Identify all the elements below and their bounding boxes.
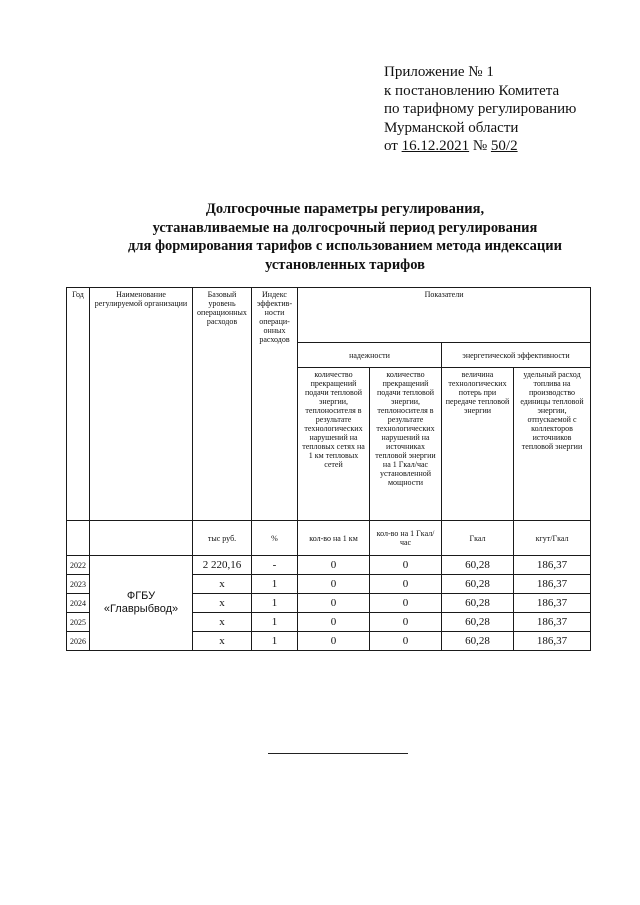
header-organization: Наименование регулируемой организации	[90, 288, 193, 521]
index-cell: 1	[252, 594, 298, 613]
organization-line: «Главрыбвод»	[103, 603, 179, 615]
title-line: установленных тарифов	[265, 256, 425, 273]
fuel-cell: 186,37	[514, 613, 591, 632]
organization-line: ФГБУ	[126, 590, 156, 602]
appendix-date-line	[384, 137, 576, 156]
resolution-date: 16.12.2021	[401, 138, 470, 155]
appendix-line: Приложение № 1	[384, 64, 494, 80]
parameters-table	[66, 287, 591, 651]
gcal-cell: 0	[370, 613, 442, 632]
losses-cell: 60,28	[442, 613, 514, 632]
km-cell: 0	[298, 613, 370, 632]
date-prefix: от	[384, 138, 398, 155]
km-cell: 0	[298, 556, 370, 575]
year-cell: 2022	[67, 556, 90, 575]
fuel-cell: 186,37	[514, 594, 591, 613]
losses-cell: 60,28	[442, 594, 514, 613]
index-cell: -	[252, 556, 298, 575]
unit-base: тыс руб.	[193, 521, 252, 556]
document-title	[90, 200, 600, 274]
organization-cell	[90, 556, 193, 651]
gcal-cell: 0	[370, 594, 442, 613]
unit-org-empty	[90, 521, 193, 556]
year-cell: 2024	[67, 594, 90, 613]
unit-losses: Гкал	[442, 521, 514, 556]
title-line: Долгосрочные параметры регулирования,	[205, 201, 485, 217]
closing-separator-line	[268, 753, 408, 754]
losses-cell: 60,28	[442, 632, 514, 651]
year-cell: 2025	[67, 613, 90, 632]
fuel-cell: 186,37	[514, 575, 591, 594]
appendix-line: к постановлению Комитета	[384, 82, 560, 99]
resolution-number: 50/2	[490, 138, 518, 155]
appendix-block	[384, 63, 576, 156]
appendix-line: Мурманской области	[384, 119, 519, 136]
table-row	[67, 556, 591, 575]
fuel-cell: 186,37	[514, 556, 591, 575]
unit-interruptions-km: кол-во на 1 км	[298, 521, 370, 556]
unit-interruptions-gcal: кол-во на 1 Гкал/час	[370, 521, 442, 556]
appendix-line: по тарифному регулированию	[384, 101, 577, 118]
units-row	[67, 521, 591, 556]
base-cell: 2 220,16	[193, 556, 252, 575]
header-base-level: Базовый уровень операционных расходов	[193, 288, 252, 521]
index-cell: 1	[252, 575, 298, 594]
year-cell: 2026	[67, 632, 90, 651]
fuel-cell: 186,37	[514, 632, 591, 651]
year-cell: 2023	[67, 575, 90, 594]
km-cell: 0	[298, 575, 370, 594]
unit-fuel: кгут/Гкал	[514, 521, 591, 556]
base-cell: x	[193, 632, 252, 651]
gcal-cell: 0	[370, 632, 442, 651]
losses-cell: 60,28	[442, 556, 514, 575]
base-cell: x	[193, 613, 252, 632]
header-year: Год	[67, 288, 90, 521]
base-cell: x	[193, 594, 252, 613]
gcal-cell: 0	[370, 575, 442, 594]
title-line: для формирования тарифов с использованием метода индексации	[128, 238, 562, 254]
title-line: устанавливаемые на долгосрочный период регулирования	[152, 219, 538, 236]
header-energy-efficiency: энергетической эффективности	[442, 343, 591, 368]
unit-index: %	[252, 521, 298, 556]
index-cell: 1	[252, 632, 298, 651]
header-losses: величина технологических потерь при передаче тепловой энергии	[442, 368, 514, 521]
km-cell: 0	[298, 632, 370, 651]
index-cell: 1	[252, 613, 298, 632]
header-indicators: Показатели	[298, 288, 591, 343]
header-row	[67, 288, 591, 343]
base-cell: x	[193, 575, 252, 594]
unit-year-empty	[67, 521, 90, 556]
header-efficiency-index: Индекс эффектив-ности операци-онных расходов	[252, 288, 298, 521]
header-interruptions-km: количество прекращений подачи тепловой энергии, теплоносителя в результате технологических нарушений на тепловых сетях на 1 км тепловых сетей	[298, 368, 370, 521]
header-reliability: надежности	[298, 343, 442, 368]
number-prefix: №	[472, 138, 488, 155]
losses-cell: 60,28	[442, 575, 514, 594]
header-interruptions-gcal: количество прекращений подачи тепловой энергии, теплоносителя в результате технологических нарушений на источниках тепловой энергии на 1 Гкал/час установленной мощности	[370, 368, 442, 521]
gcal-cell: 0	[370, 556, 442, 575]
km-cell: 0	[298, 594, 370, 613]
header-fuel: удельный расход топлива на производство единицы тепловой энергии, отпускаемой с коллекторов источников тепловой энергии	[514, 368, 591, 521]
